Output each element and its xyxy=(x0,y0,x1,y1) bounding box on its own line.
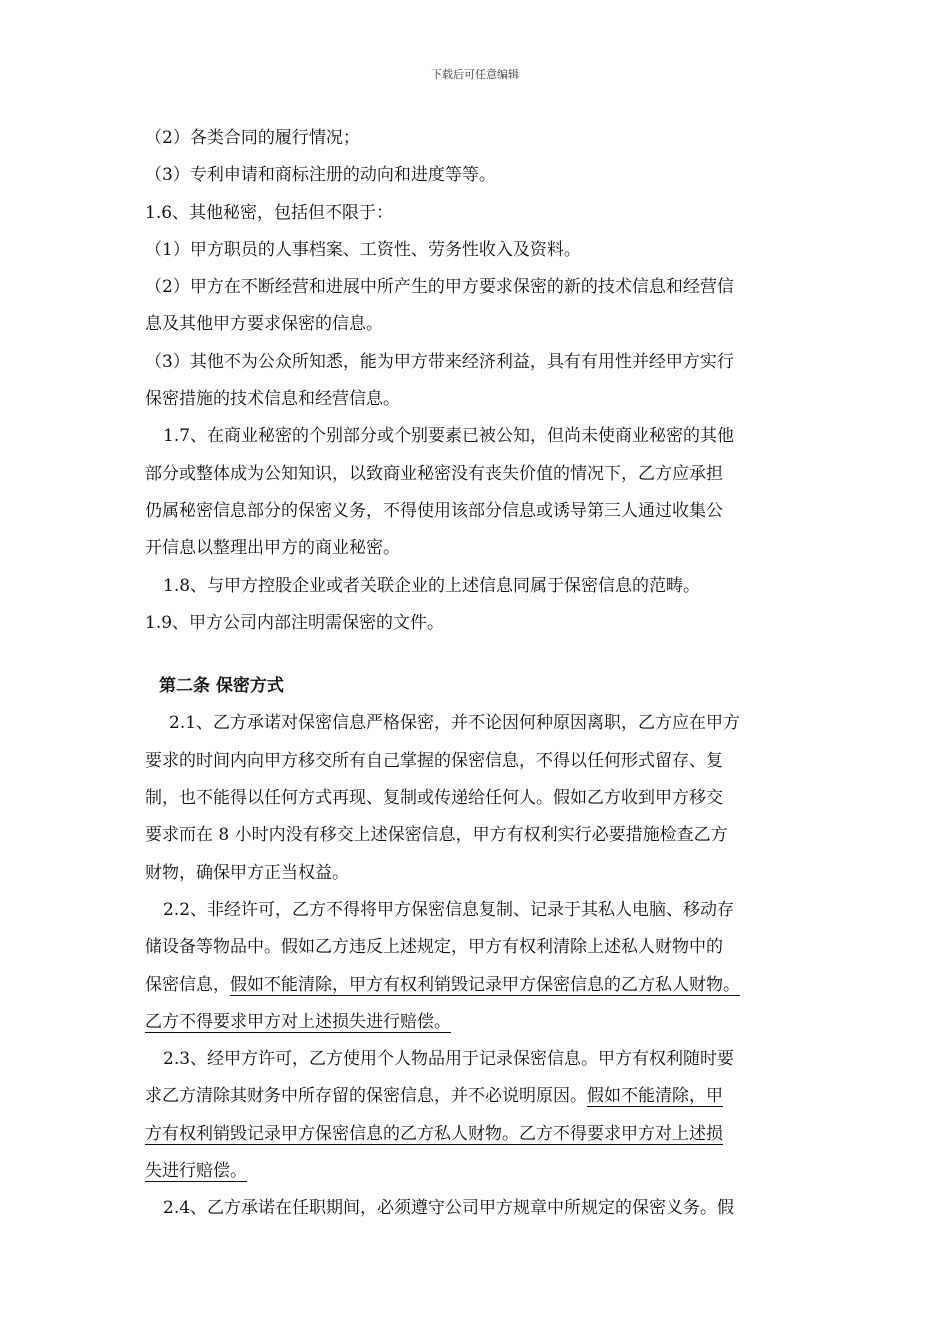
document-body xyxy=(145,120,810,1228)
paragraph-line: 2.1、乙方承诺对保密信息严格保密，并不论因何种原因离职，乙方应在甲方 xyxy=(169,713,741,734)
paragraph-line xyxy=(145,1004,810,1041)
paragraph-line: 1.8、与甲方控股企业或者关联企业的上述信息同属于保密信息的范畴。 xyxy=(163,575,701,596)
plain-text: 保密信息， xyxy=(145,974,230,995)
paragraph-line: （1）甲方职员的人事档案、工资性、劳务性收入及资料。 xyxy=(145,239,581,260)
underlined-text: 失进行赔偿。 xyxy=(145,1161,247,1182)
underlined-text: 假如不能清除，甲方有权利销毁记录甲方保密信息的乙方私人财物。 xyxy=(230,974,740,995)
paragraph-line: 2.3、经甲方许可，乙方使用个人物品用于记录保密信息。甲方有权利随时要 xyxy=(163,1049,735,1070)
paragraph-line: 储设备等物品中。假如乙方违反上述规定，甲方有权利清除上述私人财物中的 xyxy=(145,937,723,958)
paragraph-line: 制，也不能得以任何方式再现、复制或传递给任何人。假如乙方收到甲方移交 xyxy=(145,788,723,809)
section-gap xyxy=(145,642,810,668)
paragraph-line: 1.6、其他秘密，包括但不限于： xyxy=(145,202,394,223)
paragraph-line: 开信息以整理出甲方的商业秘密。 xyxy=(145,538,400,559)
paragraph-line: 要求的时间内向甲方移交所有自己掌握的保密信息，不得以任何形式留存、复 xyxy=(145,750,723,771)
paragraph-line xyxy=(145,1116,810,1153)
paragraph-line: （2）各类合同的履行情况； xyxy=(145,128,360,148)
paragraph-line: （2）甲方在不断经营和进展中所产生的甲方要求保密的新的技术信息和经营信 xyxy=(145,277,734,298)
paragraph-line: 1.7、在商业秘密的个别部分或个别要素已被公知，但尚未使商业秘密的其他 xyxy=(163,426,735,447)
paragraph-line xyxy=(145,967,810,1004)
paragraph-line: 要求而在 8 小时内没有移交上述保密信息，甲方有权利实行必要措施检查乙方 xyxy=(145,825,728,846)
page-header: 下载后可任意编辑 xyxy=(431,68,519,81)
paragraph-line: 2.2、非经许可，乙方不得将甲方保密信息复制、记录于其私人电脑、移动存 xyxy=(163,899,735,920)
paragraph-line: 部分或整体成为公知知识，以致商业秘密没有丧失价值的情况下，乙方应承担 xyxy=(145,463,723,484)
paragraph-line xyxy=(145,1078,810,1115)
paragraph-line: 保密措施的技术信息和经营信息。 xyxy=(145,389,400,410)
underlined-text: 乙方不得要求甲方对上述损失进行赔偿。 xyxy=(145,1011,451,1032)
underlined-text: 假如不能清除，甲 xyxy=(587,1086,723,1107)
paragraph-line: 1.9、甲方公司内部注明需保密的文件。 xyxy=(145,612,445,633)
paragraph-line: 仍属秘密信息部分的保密义务，不得使用该部分信息或诱导第三人通过收集公 xyxy=(145,500,723,521)
paragraph-line: 财物，确保甲方正当权益。 xyxy=(145,862,349,883)
paragraph-line: 2.4、乙方承诺在任职期间，必须遵守公司甲方规章中所规定的保密义务。假 xyxy=(163,1198,735,1219)
paragraph-line: （3）专利申请和商标注册的动向和进度等等。 xyxy=(145,165,496,186)
plain-text: 求乙方清除其财务中所存留的保密信息，并不必说明原因。 xyxy=(145,1086,587,1107)
paragraph-line: 息及其他甲方要求保密的信息。 xyxy=(145,314,383,335)
paragraph-line: （3）其他不为公众所知悉，能为甲方带来经济利益，具有有用性并经甲方实行 xyxy=(145,351,734,372)
underlined-text: 方有权利销毁记录甲方保密信息的乙方私人财物。乙方不得要求甲方对上述损 xyxy=(145,1123,723,1144)
section-heading: 第二条 保密方式 xyxy=(159,676,284,697)
paragraph-line xyxy=(145,1153,810,1190)
